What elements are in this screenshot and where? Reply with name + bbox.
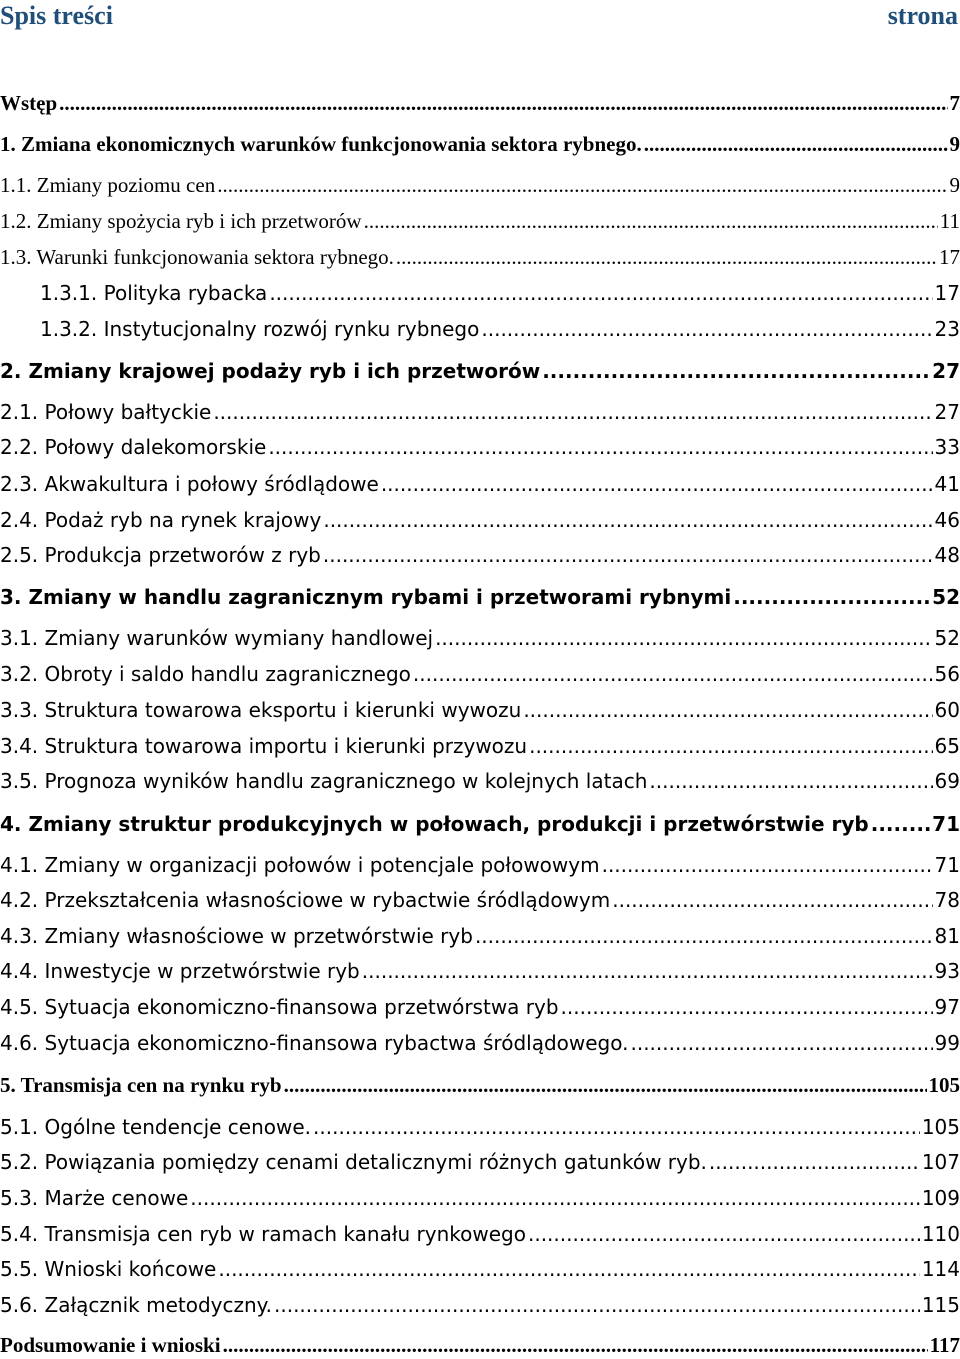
dot-leader bbox=[542, 359, 930, 383]
toc-entry[interactable] bbox=[0, 1184, 960, 1212]
toc-entry[interactable] bbox=[0, 696, 960, 724]
dot-leader bbox=[362, 959, 933, 983]
toc-entry[interactable] bbox=[0, 130, 960, 158]
toc-entry-page: 7 bbox=[949, 90, 960, 115]
toc-entry-page: 52 bbox=[934, 626, 960, 650]
dot-leader bbox=[630, 1031, 932, 1055]
toc-entry[interactable] bbox=[0, 957, 960, 985]
toc-entry-title: 1.3.2. Instytucjonalny rozwój rynku rybnego bbox=[40, 317, 480, 341]
toc-entry[interactable] bbox=[0, 732, 960, 760]
toc-entry-title: 4.6. Sytuacja ekonomiczno-finansowa rybactwa śródlądowego. bbox=[0, 1031, 629, 1055]
toc-header bbox=[0, 0, 958, 32]
dot-leader bbox=[709, 1150, 920, 1174]
toc-entry-page: 56 bbox=[934, 662, 960, 686]
toc-entry[interactable] bbox=[0, 279, 960, 307]
toc-entry-title: 1.3.1. Polityka rybacka bbox=[40, 281, 268, 305]
toc-entry-title: 3.5. Prognoza wyników handlu zagranicznego w kolejnych latach bbox=[0, 769, 648, 793]
dot-leader bbox=[523, 698, 932, 722]
toc-entry[interactable] bbox=[0, 886, 960, 914]
toc-entry[interactable] bbox=[0, 1255, 960, 1283]
toc-entry-title: 5.1. Ogólne tendencje cenowe. bbox=[0, 1115, 312, 1139]
dot-leader bbox=[190, 1186, 920, 1210]
toc-entry[interactable] bbox=[0, 1071, 960, 1099]
toc-entry-page: 23 bbox=[934, 317, 960, 341]
dot-leader bbox=[268, 435, 932, 459]
dot-leader bbox=[481, 317, 932, 341]
toc-entry-title: 5.3. Marże cenowe bbox=[0, 1186, 189, 1210]
dot-leader bbox=[649, 769, 932, 793]
toc-entry-page: 105 bbox=[928, 1072, 960, 1097]
toc-entry-page: 9 bbox=[949, 172, 960, 197]
dot-leader bbox=[323, 543, 933, 567]
toc-entry-title: 5.5. Wnioski końcowe bbox=[0, 1257, 217, 1281]
toc-entry[interactable] bbox=[0, 243, 960, 271]
toc-entry-page: 52 bbox=[932, 585, 960, 609]
toc-entry[interactable] bbox=[0, 1113, 960, 1141]
toc-entry-title: 5.2. Powiązania pomiędzy cenami detalicznymi różnych gatunków ryb. bbox=[0, 1150, 707, 1174]
toc-entry-page: 93 bbox=[934, 959, 960, 983]
toc-entry-title: 2.4. Podaż ryb na rynek krajowy bbox=[0, 508, 322, 532]
toc-entry-page: 109 bbox=[921, 1186, 960, 1210]
dot-leader bbox=[529, 734, 932, 758]
toc-entry[interactable] bbox=[0, 1331, 960, 1359]
toc-entry[interactable] bbox=[0, 1148, 960, 1176]
toc-entry-title: 5.4. Transmisja cen ryb w ramach kanału rynkowego bbox=[0, 1222, 526, 1246]
dot-leader bbox=[612, 888, 932, 912]
toc-entry-page: 114 bbox=[921, 1257, 960, 1281]
toc-entry-title: Podsumowanie i wnioski bbox=[0, 1332, 221, 1357]
toc-entry[interactable] bbox=[0, 433, 960, 461]
toc-entry-page: 69 bbox=[934, 769, 960, 793]
dot-leader bbox=[274, 1293, 920, 1317]
toc-entry-title: 4.1. Zmiany w organizacji połowów i potencjale połowowym bbox=[0, 853, 600, 877]
toc-entry-page: 71 bbox=[932, 812, 960, 836]
toc-entry[interactable] bbox=[0, 207, 960, 235]
toc-entry[interactable] bbox=[0, 922, 960, 950]
toc-entry[interactable] bbox=[0, 624, 960, 652]
toc-entry-title: 2.5. Produkcja przetworów z ryb bbox=[0, 543, 321, 567]
dot-leader bbox=[644, 132, 948, 157]
toc-entry[interactable] bbox=[0, 470, 960, 498]
toc-entry-title: 4.4. Inwestycje w przetwórstwie ryb bbox=[0, 959, 360, 983]
toc-entry-title: 1.3. Warunki funkcjonowania sektora rybnego. bbox=[0, 244, 394, 269]
dot-leader bbox=[223, 1333, 928, 1358]
dot-leader bbox=[528, 1222, 920, 1246]
toc-entry-title: 4.3. Zmiany własnościowe w przetwórstwie ryb bbox=[0, 924, 473, 948]
toc-entry-title: 5.6. Załącznik metodyczny. bbox=[0, 1293, 272, 1317]
dot-leader bbox=[381, 472, 933, 496]
toc-entry[interactable] bbox=[0, 1029, 960, 1057]
dot-leader bbox=[602, 853, 933, 877]
toc-entry-page: 97 bbox=[934, 995, 960, 1019]
toc-entry-page: 17 bbox=[939, 244, 960, 269]
toc-entry-title: 2.1. Połowy bałtyckie bbox=[0, 400, 212, 424]
toc-entry-title: 3.4. Struktura towarowa importu i kierunki przywozu bbox=[0, 734, 528, 758]
toc-entry-title: 1.2. Zmiany spożycia ryb i ich przetworów bbox=[0, 208, 362, 233]
toc-entry-page: 71 bbox=[934, 853, 960, 877]
toc-entry-page: 117 bbox=[929, 1332, 960, 1357]
dot-leader bbox=[213, 400, 932, 424]
toc-entry-page: 46 bbox=[934, 508, 960, 532]
toc-entry-page: 27 bbox=[932, 359, 960, 383]
dot-leader bbox=[475, 924, 933, 948]
toc-entry-page: 99 bbox=[934, 1031, 960, 1055]
toc-title: Spis treści bbox=[0, 1, 113, 30]
dot-leader bbox=[59, 91, 947, 116]
toc-entry-page: 9 bbox=[949, 131, 960, 156]
toc-entry-title: 2. Zmiany krajowej podaży ryb i ich przetworów bbox=[0, 359, 541, 383]
toc-entry[interactable] bbox=[0, 660, 960, 688]
toc-entry-page: 17 bbox=[934, 281, 960, 305]
dot-leader bbox=[364, 209, 938, 234]
toc-entry-page: 105 bbox=[921, 1115, 960, 1139]
dot-leader bbox=[323, 508, 932, 532]
toc-entry-title: 3.1. Zmiany warunków wymiany handlowej bbox=[0, 626, 434, 650]
dot-leader bbox=[435, 626, 932, 650]
toc-entry-title: 4. Zmiany struktur produkcyjnych w połowach, produkcji i przetwórstwie ryb bbox=[0, 812, 869, 836]
dot-leader bbox=[218, 1257, 919, 1281]
dot-leader bbox=[561, 995, 933, 1019]
dot-leader bbox=[871, 812, 930, 836]
toc-entry-page: 107 bbox=[921, 1150, 960, 1174]
toc-entry[interactable] bbox=[0, 993, 960, 1021]
dot-leader bbox=[269, 281, 932, 305]
toc-entry-title: 3. Zmiany w handlu zagranicznym rybami i przetworami rybnymi bbox=[0, 585, 732, 609]
dot-leader bbox=[396, 245, 937, 270]
dot-leader bbox=[733, 585, 930, 609]
dot-leader bbox=[313, 1115, 920, 1139]
toc-entry-page: 27 bbox=[934, 400, 960, 424]
toc-entry-page: 11 bbox=[939, 208, 960, 233]
toc-entry-page: 81 bbox=[934, 924, 960, 948]
toc-entry-page: 33 bbox=[934, 435, 960, 459]
toc-entry-page: 115 bbox=[921, 1293, 960, 1317]
toc-entry[interactable] bbox=[0, 1291, 960, 1319]
toc-entry[interactable] bbox=[0, 851, 960, 879]
toc-entry[interactable] bbox=[0, 541, 960, 569]
toc-entry[interactable] bbox=[0, 315, 960, 343]
toc-entry[interactable] bbox=[0, 89, 960, 117]
toc-entry[interactable] bbox=[0, 398, 960, 426]
toc-entry-title: 5. Transmisja cen na rynku ryb bbox=[0, 1072, 282, 1097]
toc-entry-title: 1. Zmiana ekonomicznych warunków funkcjonowania sektora rybnego. bbox=[0, 131, 642, 156]
dot-leader bbox=[284, 1073, 927, 1098]
toc-entry-title: 2.2. Połowy dalekomorskie bbox=[0, 435, 267, 459]
toc-entry-page: 48 bbox=[934, 543, 960, 567]
toc-entry-page: 65 bbox=[934, 734, 960, 758]
dot-leader bbox=[413, 662, 933, 686]
toc-entry-title: 3.2. Obroty i saldo handlu zagranicznego bbox=[0, 662, 411, 686]
toc-entry-title: 4.5. Sytuacja ekonomiczno-finansowa przetwórstwa ryb bbox=[0, 995, 559, 1019]
toc-entry-title: 1.1. Zmiany poziomu cen bbox=[0, 172, 216, 197]
toc-entry[interactable] bbox=[0, 1220, 960, 1248]
toc-entry-page: 60 bbox=[934, 698, 960, 722]
toc-entry-title: 4.2. Przekształcenia własnościowe w rybactwie śródlądowym bbox=[0, 888, 611, 912]
toc-entry[interactable] bbox=[0, 357, 960, 385]
toc-entry[interactable] bbox=[0, 810, 960, 838]
toc-entry[interactable] bbox=[0, 171, 960, 199]
page-column-label: strona bbox=[887, 1, 958, 30]
toc-entry-page: 110 bbox=[921, 1222, 960, 1246]
toc-entry-title: Wstęp bbox=[0, 90, 58, 115]
toc-entry-page: 41 bbox=[934, 472, 960, 496]
toc-entry-title: 3.3. Struktura towarowa eksportu i kierunki wywozu bbox=[0, 698, 522, 722]
toc-entry[interactable] bbox=[0, 767, 960, 795]
toc-entry[interactable] bbox=[0, 506, 960, 534]
toc-entry-page: 78 bbox=[934, 888, 960, 912]
dot-leader bbox=[217, 173, 947, 198]
toc-entry-title: 2.3. Akwakultura i połowy śródlądowe bbox=[0, 472, 379, 496]
toc-entry[interactable] bbox=[0, 583, 960, 611]
